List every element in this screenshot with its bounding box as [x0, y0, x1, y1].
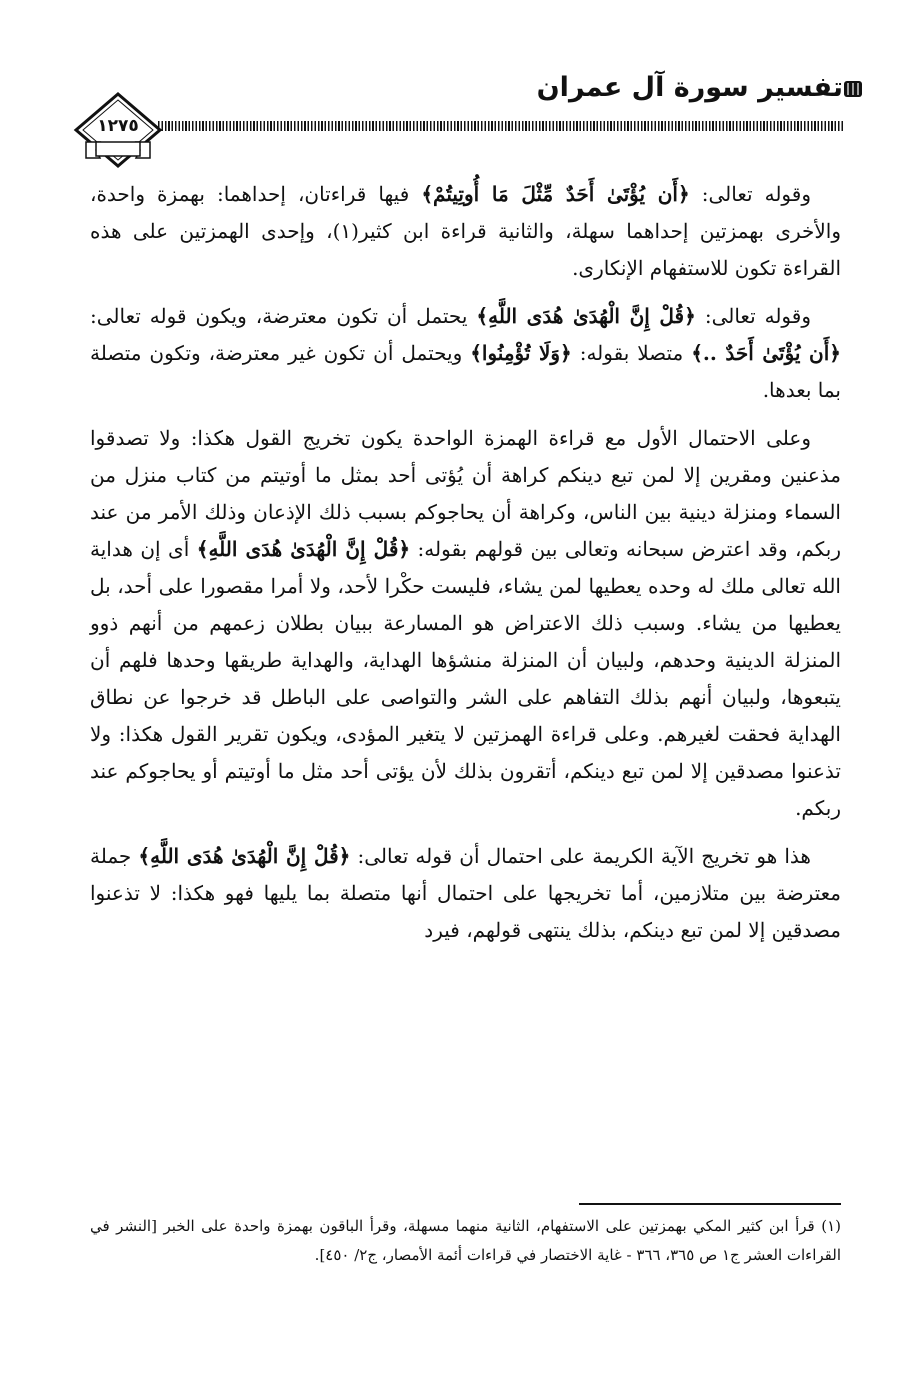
quran-verse: ﴿قُلْ إِنَّ الْهُدَىٰ هُدَى اللَّهِ﴾ [138, 844, 351, 868]
header-rule [158, 121, 843, 131]
paragraph-1-text: فيها قراءتان، إحداهما: بهمزة واحدة، والأخرى بهمزتين إحداهما سهلة، والثانية قراءة ابن كثير(١)، وإحدى الهمزتين على هذه القراءة تكون للاستفهام الإنكارى. [90, 182, 841, 280]
quran-verse: ﴿قُلْ إِنَّ الْهُدَىٰ هُدَى اللَّهِ﴾ [196, 537, 411, 561]
paragraph-2 [90, 298, 841, 409]
main-text [90, 176, 841, 960]
footnote-1: (١) قرأ ابن كثير المكي بهمزتين على الاستفهام، الثانية منهما مسهلة، وقرأ الباقون بهمزة واحدة على الخبر [النشر في القراءات العشر ج١ ص ٣٦٥، ٣٦٦ - غاية الاختصار في قراءات أئمة الأمصار، ج٢/ ٤٥٠]. [90, 1217, 841, 1264]
footnotes [90, 1212, 841, 1270]
footnote-separator [579, 1203, 841, 1205]
header-ornament-icon [843, 78, 863, 100]
paragraph-1 [90, 176, 841, 287]
paragraph-2-mid-1: يحتمل أن تكون معترضة، ويكون قوله تعالى: [90, 304, 477, 328]
running-header-title: تفسير سورة آل عمران [536, 72, 843, 103]
paragraph-3 [90, 420, 841, 827]
paragraph-2-text: ويحتمل أن تكون غير معترضة، وتكون متصلة بما بعدها. [90, 341, 841, 402]
paragraph-2-lead: وقوله تعالى: [695, 304, 811, 328]
paragraph-4 [90, 838, 841, 949]
quran-verse: ﴿قُلْ إِنَّ الْهُدَىٰ هُدَى اللَّهِ﴾ [476, 304, 696, 328]
paragraph-2-mid-2: متصلا بقوله: [571, 341, 692, 365]
paragraph-4-text: جملة معترضة بين متلازمين، أما تخريجها على احتمال أنها متصلة بما يليها فهو هكذا: لا تذعنوا مصدقين إلا لمن تبع دينكم، بذلك ينتهى قولهم، فيرد [90, 844, 841, 942]
paragraph-3-text: أى إن هداية الله تعالى ملك له وحده يعطيها لمن يشاء، فليست حكْرا لأحد، ولا أمرا مقصورا على أحد، بل يعطيها من يشاء. وسبب ذلك الاعتراض هو المسارعة ببيان بطلان زعمهم من أنهم ذوو المنزلة الدينية وحدهم، ولبيان أن المنزلة منشؤها الهداية، والهداية طريقها وحدها فلهم أن يتبعوها، ولبيان أنهم بذلك التفاهم على الشر والتواصى على الباطل قد خرجوا عن نطاق الهداية فحقت لغيرهم. وعلى قراءة الهمزتين لا يتغير المؤدى، ويكون تقرير القول هكذا: ولا تذعنوا مصدقين إلا لمن تبع دينكم، أتقرون بذلك لأن يؤتى أحد مثل ما أوتيتم أو يحاجوكم عند ربكم. [90, 537, 841, 820]
paragraph-1-lead: وقوله تعالى: [689, 182, 811, 206]
quran-verse: ﴿وَلَا تُؤْمِنُوا﴾ [470, 341, 572, 365]
quran-verse: ﴿أَن يُؤْتَىٰ أَحَدٌ ..﴾ [691, 341, 841, 365]
paragraph-3-lead: وعلى الاحتمال الأول مع قراءة الهمزة الواحدة يكون تخريج القول هكذا: ولا تصدقوا مذعنين ومقرين إلا لمن تبع دينكم كراهة أن يُؤتى أحد بمثل ما أوتيتم من كتاب منزل من السماء ومنزلة دينية بين الناس، وكراهة أن يحاجوكم بسبب ذلك الإذعان وذلك الأمر من عند ربكم، وقد اعترض سبحانه وتعالى بين قولهم بقوله: [90, 426, 841, 561]
page-number: ١٢٧٥ [97, 116, 139, 136]
quran-verse: ﴿أَن يُؤْتَىٰ أَحَدٌ مِّثْلَ مَا أُوتِيتُمْ﴾ [421, 182, 690, 206]
paragraph-4-lead: هذا هو تخريج الآية الكريمة على احتمال أن قوله تعالى: [350, 844, 811, 868]
